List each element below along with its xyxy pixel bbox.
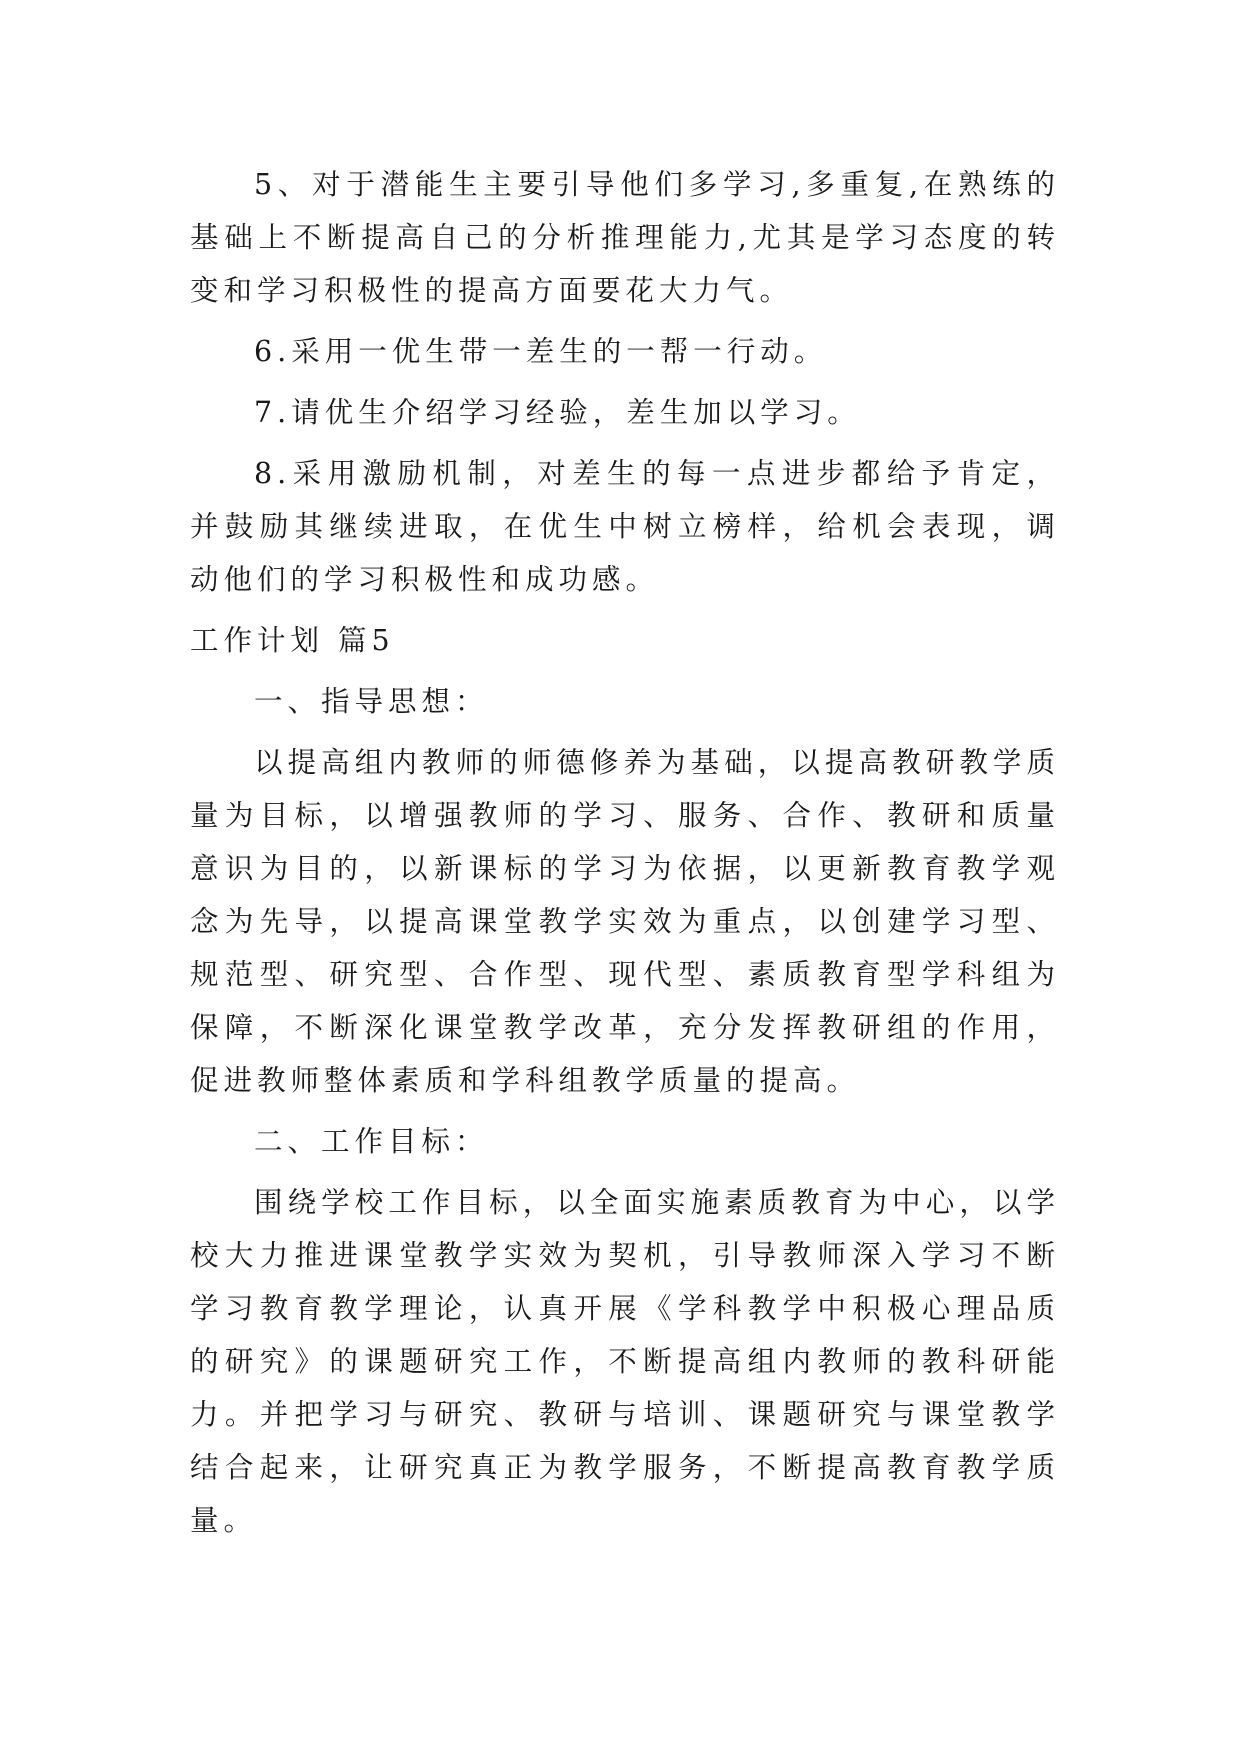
subheading-guiding-ideology: 一、指导思想：	[254, 685, 489, 718]
document-body	[190, 158, 1060, 1555]
paragraph-item-8: 8.采用激励机制，对差生的每一点进步都给予肯定，并鼓励其继续进取，在优生中树立榜样，给机会表现，调动他们的学习积极性和成功感。	[190, 457, 1060, 596]
section-heading: 工作计划 篇5	[190, 624, 395, 657]
paragraph-item-5: 5、对于潜能生主要引导他们多学习,多重复,在熟练的基础上不断提高自己的分析推理能力,尤其是学习态度的转变和学习积极性的提高方面要花大力气。	[190, 168, 1060, 307]
paragraph-work-goals: 围绕学校工作目标，以全面实施素质教育为中心，以学校大力推进课堂教学实效为契机，引导教师深入学习不断学习教育教学理论，认真开展《学科教学中积极心理品质的研究》的课题研究工作，不断提高组内教师的教科研能力。并把学习与研究、教研与培训、课题研究与课堂教学结合起来，让研究真正为教学服务，不断提高教育教学质量。	[190, 1186, 1060, 1537]
paragraph-item-6: 6.采用一优生带一差生的一帮一行动。	[254, 335, 828, 368]
paragraph-item-7: 7.请优生介绍学习经验，差生加以学习。	[254, 396, 861, 429]
subheading-work-goals: 二、工作目标：	[254, 1125, 489, 1158]
paragraph-guiding-ideology: 以提高组内教师的师德修养为基础，以提高教研教学质量为目标，以增强教师的学习、服务、合作、教研和质量意识为目的，以新课标的学习为依据，以更新教育教学观念为先导，以提高课堂教学实效为重点，以创建学习型、规范型、研究型、合作型、现代型、素质教育型学科组为保障，不断深化课堂教学改革，充分发挥教研组的作用，促进教师整体素质和学科组教学质量的提高。	[190, 746, 1060, 1097]
